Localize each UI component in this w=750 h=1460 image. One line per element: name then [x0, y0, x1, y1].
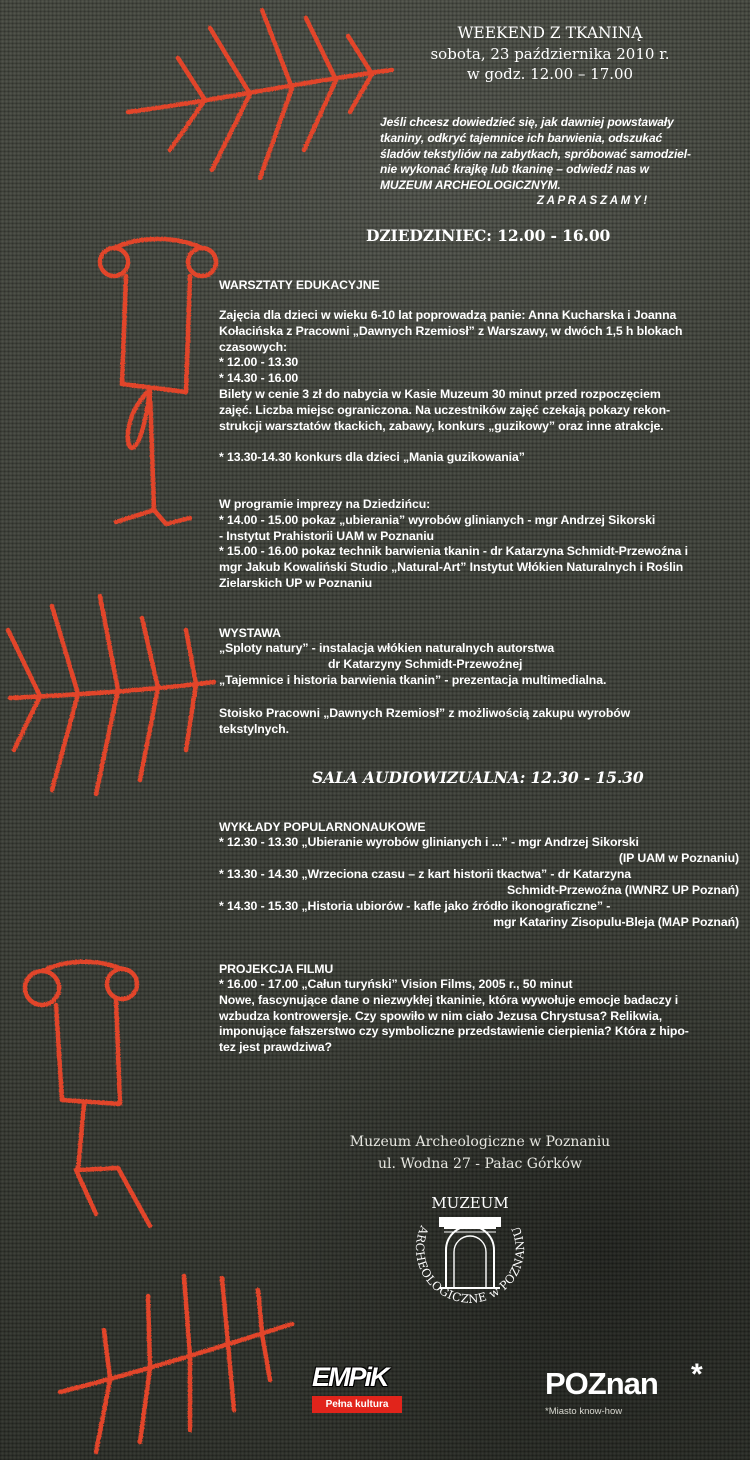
figure-motif-1	[100, 239, 216, 524]
intro-line: tkaniny, odkryć tajemnice ich barwienia, odszukać	[380, 130, 663, 145]
program-line: Zielarskich UP w Poznaniu	[219, 575, 373, 590]
film-line: wzbudza kontrowersje. Czy spowiło w nim ciało Jezusa Chrystusa? Relikwia,	[219, 1008, 663, 1023]
program-line: * 14.00 - 15.00 pokaz „ubierania” wyrobów glinianych - mgr Andrzej Sikorski	[219, 512, 656, 527]
lecture-3-affiliation: mgr Katariny Zisopulu-Bleja (MAP Poznań)	[493, 915, 739, 929]
lectures-title: WYKŁADY POPULARNONAUKOWE	[219, 820, 426, 834]
empik-tagline: Pełna kultura	[312, 1396, 402, 1413]
exhibition-line: „Sploty natury” - instalacja włókien naturalnych autorstwa	[219, 641, 555, 655]
film-title: PROJEKCJA FILMU	[219, 962, 334, 976]
fern-motif-middle	[8, 596, 214, 794]
intro-line: nie wykonać krajkę lub tkaninę – odwiedź nas w	[380, 162, 649, 177]
intro-line: Jeśli chcesz dowiedzieć się, jak dawniej powstawały	[380, 115, 674, 129]
poznan-star-icon: *	[691, 1358, 703, 1391]
program-line: - Instytut Prahistorii UAM w Poznaniu	[219, 528, 434, 543]
museum-address: ul. Wodna 27 - Pałac Górków	[378, 1156, 582, 1172]
arch-icon	[440, 1218, 500, 1288]
program-line: W programie imprezy na Dziedzińcu:	[219, 497, 431, 511]
event-date: sobota, 23 października 2010 r.	[430, 45, 670, 63]
film-line: * 16.00 - 17.00 „Całun turyński” Vision Films, 2005 r., 50 minut	[219, 977, 573, 991]
lecture-2: * 13.30 - 14.30 „Wrzeciona czasu – z kart historii tkactwa” - dr Katarzyna	[219, 867, 632, 881]
lecture-2-affiliation: Schmidt-Przewoźna (IWNRZ UP Poznań)	[507, 883, 739, 897]
workshops-line: czasowych:	[219, 339, 288, 354]
workshops-line: Zajęcia dla dzieci w wieku 6-10 lat poprowadzą panie: Anna Kucharska i Joanna	[219, 308, 677, 322]
workshops-line: zajęć. Liczba miejsc ograniczona. Na uczestników zajęć czekają pokazy rekon-	[219, 402, 670, 417]
museum-logo-top-text: MUZEUM	[431, 1194, 509, 1212]
intro-line: śladów tekstyliów na zabytkach, spróbować samodziel-	[380, 146, 691, 161]
workshops-line: Kołacińska z Pracowni „Dawnych Rzemiosł” z Warszawy, w dwóch 1,5 h blokach	[219, 323, 683, 338]
program-text	[219, 497, 688, 592]
lecture-1-affiliation: (IP UAM w Poznaniu)	[618, 851, 739, 865]
workshops-line: Bilety w cenie 3 zł do nabycia w Kasie Muzeum 30 minut przed rozpoczęciem	[219, 386, 661, 401]
lecture-1: * 12.30 - 13.30 „Ubieranie wyrobów glinianych i ...” - mgr Andrzej Sikorski	[219, 835, 639, 849]
poznan-tagline: *Miasto know-how	[545, 1406, 623, 1417]
film-line: tez jest prawdziwa?	[219, 1040, 332, 1055]
film-line: Nowe, fascynujące dane o niezwykłej tkaninie, która wywołuje emocje badaczy i	[219, 992, 679, 1007]
event-title: WEEKEND Z TKANINĄ	[457, 24, 643, 42]
event-hours: w godz. 12.00 – 17.00	[466, 65, 634, 83]
hall-heading: SALA AUDIOWIZUALNA: 12.30 - 15.30	[312, 768, 644, 787]
museum-logo-ring-text: ARCHEOLOGICZNE w POZNANIU	[412, 1224, 528, 1306]
workshops-title: WARSZTATY EDUKACYJNE	[219, 278, 380, 292]
invite-text: Z A P R A S Z A M Y !	[537, 195, 648, 207]
stall-line: Stoisko Pracowni „Dawnych Rzemiosł” z możliwością zakupu wyrobów	[219, 706, 631, 720]
workshops-line: strukcji warsztatów tkackich, zabawy, konkurs „guzikowy” oraz inne atrakcje.	[219, 418, 664, 433]
program-line: * 15.00 - 16.00 pokaz technik barwienia tkanin - dr Katarzyna Schmidt-Przewoźna i	[219, 544, 688, 559]
intro-text	[380, 115, 691, 194]
empik-logo-text: EMPiK	[312, 1362, 388, 1392]
courtyard-heading: DZIEDZINIEC: 12.00 - 16.00	[366, 226, 611, 245]
fern-motif-top	[128, 10, 392, 178]
intro-line: MUZEUM ARCHEOLOGICZNYM.	[380, 178, 561, 193]
figure-motif-2	[25, 962, 150, 1226]
museum-name: Muzeum Archeologiczne w Poznaniu	[349, 1134, 611, 1150]
contest-text: * 13.30-14.30 konkurs dla dzieci „Mania guzikowania”	[219, 450, 525, 464]
film-line: imponujące fałszerstwo czy symboliczne przedstawienie cierpienia? Która z hipo-	[219, 1024, 689, 1039]
exhibition-line: „Tajemnice i historia barwienia tkanin” - prezentacja multimedialna.	[219, 673, 607, 687]
film-text	[219, 977, 689, 1056]
stall-line: tekstylnych.	[219, 721, 289, 736]
workshops-line: * 14.30 - 16.00	[219, 371, 299, 386]
museum-logo	[400, 1180, 540, 1330]
poznan-logo-text: POZnan	[545, 1366, 658, 1401]
workshops-text	[219, 308, 682, 434]
exhibition-title: WYSTAWA	[219, 626, 281, 640]
exhibition-line: dr Katarzyny Schmidt-Przewoźnej	[328, 657, 523, 671]
lecture-3: * 14.30 - 15.30 „Historia ubiorów - kafle jako źródło ikonograficzne” -	[219, 899, 611, 913]
stall-text	[219, 706, 630, 738]
empik-logo	[312, 1362, 410, 1414]
program-line: mgr Jakub Kowaliński Studio „Natural-Art” Instytut Włókien Naturalnych i Roślin	[219, 560, 684, 575]
workshops-line: * 12.00 - 13.30	[219, 355, 299, 370]
fern-motif-bottom	[60, 1276, 292, 1452]
poznan-logo	[545, 1358, 725, 1426]
